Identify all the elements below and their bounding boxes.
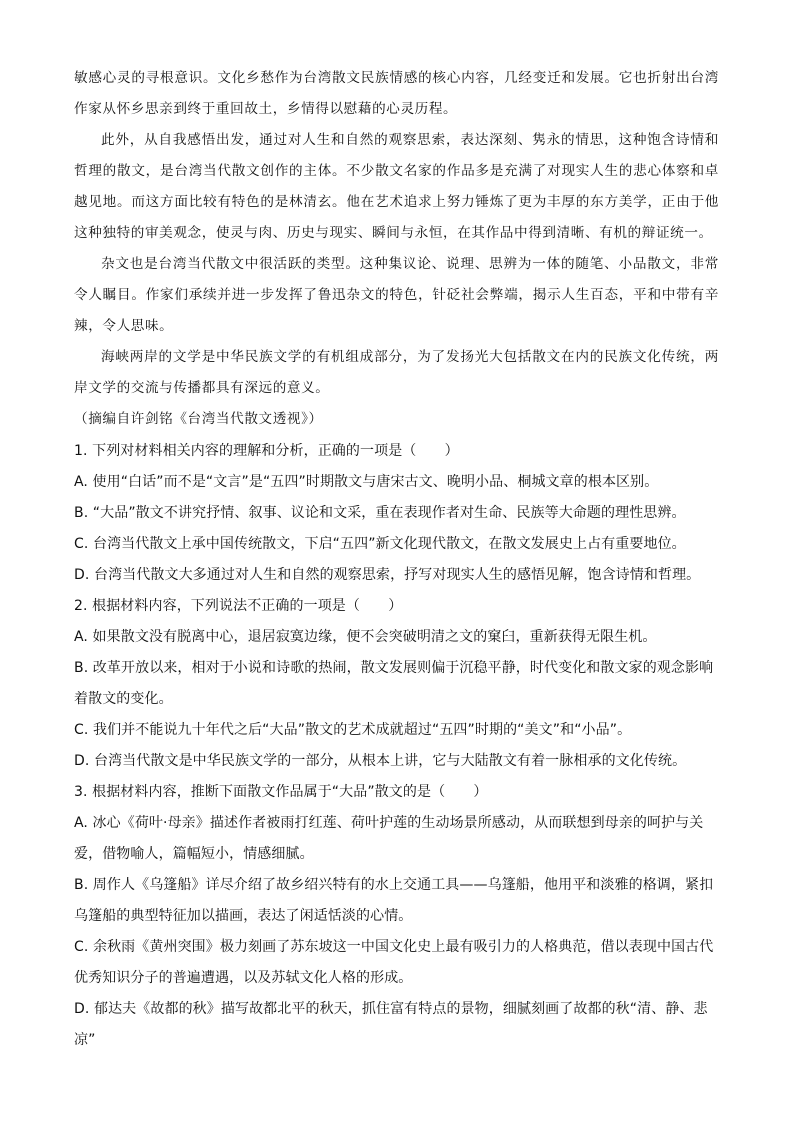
option-b: B. 周作人《乌篷船》详尽介绍了故乡绍兴特有的水上交通工具——乌篷船，他用平和淡雅的格调，紧扣乌篷船的典型特征加以描画，表达了闲适恬淡的心情。	[74, 877, 714, 924]
reading-passage	[74, 63, 719, 435]
question-1	[74, 436, 724, 591]
passage-paragraph: 敏感心灵的寻根意识。文化乡愁作为台湾散文民族情感的核心内容，几经变迁和发展。它也折射出台湾作家从怀乡思亲到终于重回故土，乡情得以慰藉的心灵历程。	[74, 70, 719, 117]
question-stem: 3. 根据材料内容，推断下面散文作品属于“大品”散文的是（ ）	[74, 784, 488, 800]
option-c: C. 余秋雨《黄州突围》极力刻画了苏东坡这一中国文化史上最有吸引力的人格典范，借以表现中国古代优秀知识分子的普遍遭遇，以及苏轼文化人格的形成。	[74, 939, 714, 986]
option-d: D. 郁达夫《故都的秋》描写故都北平的秋天，抓住富有特点的景物，细腻刻画了故都的秋“清、静、悲凉”	[74, 1001, 708, 1048]
passage-paragraph: 海峡两岸的文学是中华民族文学的有机组成部分，为了发扬光大包括散文在内的民族文化传统，两岸文学的交流与传播都具有深远的意义。	[74, 349, 719, 396]
passage-source: （摘编自许剑铭《台湾当代散文透视》）	[74, 411, 323, 427]
option-a: A. 如果散文没有脱离中心，退居寂寞边缘，便不会突破明清之文的窠臼，重新获得无限生机。	[74, 629, 657, 645]
question-stem: 2. 根据材料内容，下列说法不正确的一项是（ ）	[74, 598, 403, 614]
question-stem: 1. 下列对材料相关内容的理解和分析，正确的一项是（ ）	[74, 443, 459, 459]
option-d: D. 台湾当代散文大多通过对人生和自然的观察思索，抒写对现实人生的感悟见解，饱含诗情和哲理。	[74, 567, 701, 583]
option-a: A. 使用“白话”而不是“文言”是“五四”时期散文与唐宋古文、晚明小品、桐城文章的根本区别。	[74, 474, 659, 490]
question-list	[74, 436, 724, 1056]
option-c: C. 台湾当代散文上承中国传统散文，下启“五四”新文化现代散文，在散文发展史上占有重要地位。	[74, 536, 686, 552]
option-b: B. 改革开放以来，相对于小说和诗歌的热闹，散文发展则偏于沉稳平静，时代变化和散文家的观念影响着散文的变化。	[74, 660, 714, 707]
option-a: A. 冰心《荷叶·母亲》描述作者被雨打红莲、荷叶护莲的生动场景所感动，从而联想到母亲的呵护与关爱，借物喻人，篇幅短小，情感细腻。	[74, 815, 704, 862]
option-b: B. “大品”散文不讲究抒情、叙事、议论和文采，重在表现作者对生命、民族等大命题的理性思辨。	[74, 505, 686, 521]
option-c: C. 我们并不能说九十年代之后“大品”散文的艺术成就超过“五四”时期的“美文”和“小品”。	[74, 722, 632, 738]
passage-paragraph: 此外，从自我感悟出发，通过对人生和自然的观察思索，表达深刻、隽永的情思，这种饱含诗情和哲理的散文，是台湾当代散文创作的主体。不少散文名家的作品多是充满了对现实人生的悲心体察和卓越见地。而这方面比较有特色的是林清玄。他在艺术追求上努力锤炼了更为丰厚的东方美学，正由于他这种独特的审美观念，使灵与肉、历史与现实、瞬间与永恒，在其作品中得到清晰、有机的辩证统一。	[74, 132, 719, 241]
question-2	[74, 591, 724, 777]
passage-paragraph: 杂文也是台湾当代散文中很活跃的类型。这种集议论、说理、思辨为一体的随笔、小品散文，非常令人瞩目。作家们承续并进一步发挥了鲁迅杂文的特色，针砭社会弊端，揭示人生百态，平和中带有辛辣，令人思味。	[74, 256, 719, 334]
question-3	[74, 777, 724, 1056]
option-d: D. 台湾当代散文是中华民族文学的一部分，从根本上讲，它与大陆散文有着一脉相承的文化传统。	[74, 753, 687, 769]
